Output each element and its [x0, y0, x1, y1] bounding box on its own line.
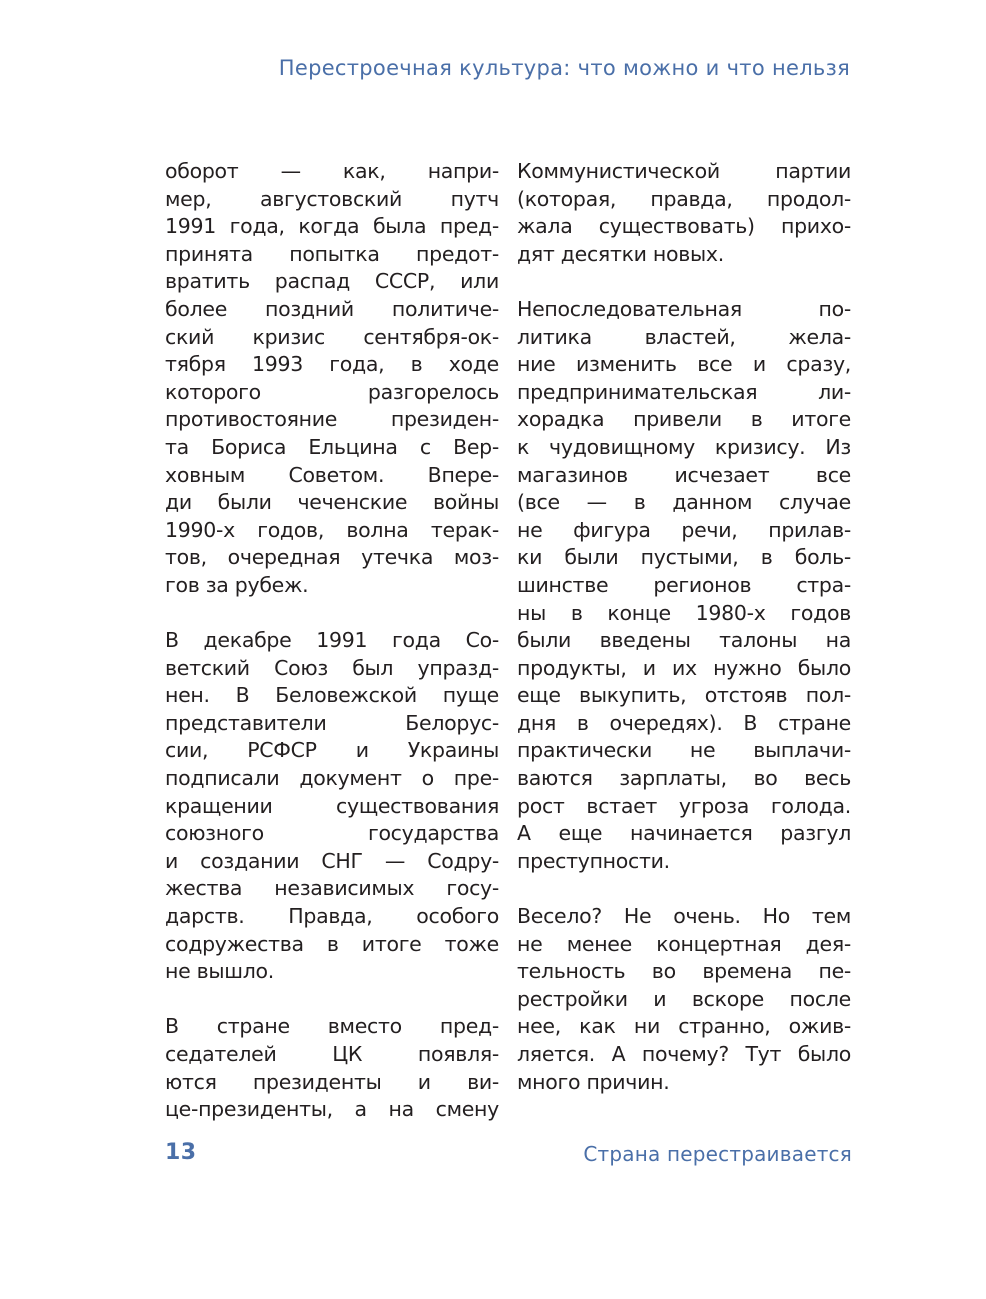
paragraph [165, 158, 499, 600]
text-line: жества независимых госу- [165, 876, 499, 901]
text-line: ваются зарплаты, во весь [517, 766, 851, 791]
text-line: вратить распад СССР, или [165, 269, 499, 294]
text-line: Коммунистической партии [517, 159, 851, 183]
text-line: 1990-х годов, волна терак- [165, 517, 499, 542]
text-line: преступности. [517, 848, 670, 873]
paragraph [517, 158, 851, 268]
text-line: (все — в данном случае [517, 490, 851, 515]
text-line: к чудовищному кризису. Из [517, 434, 851, 459]
text-line: рост встает угроза голода. [517, 793, 851, 818]
text-line: предпринимательская ли- [517, 379, 851, 404]
text-line: представители Белорус- [165, 710, 499, 735]
text-line: 1991 года, когда была пред- [165, 214, 499, 239]
text-line: Весело? Не очень. Но тем [517, 904, 851, 929]
text-line: и создании СНГ — Содру- [165, 848, 499, 873]
text-line: ние изменить все и сразу, [517, 352, 851, 377]
text-line: седателей ЦК появля- [165, 1042, 499, 1066]
text-line: дарств. Правда, особого [165, 904, 499, 929]
text-line: та Бориса Ельцина с Вер- [165, 434, 499, 459]
paragraph-gap [165, 986, 499, 1014]
text-line: содружества в итоге тоже [165, 931, 499, 956]
text-line: тов, очередная утечка моз- [165, 545, 499, 570]
page-number: 13 [165, 1140, 197, 1165]
text-line: сии, РСФСР и Украины [165, 738, 499, 763]
text-line: В декабре 1991 года Со- [165, 628, 499, 653]
text-line: ский кризис сентября-ок- [165, 324, 499, 349]
text-line: не фигура речи, прилав- [517, 517, 851, 542]
text-line: принята попытка предот- [165, 241, 499, 266]
text-line: ди были чеченские войны [165, 490, 499, 515]
section-title: Страна перестраивается [583, 1142, 852, 1166]
text-line: много причин. [517, 1069, 670, 1094]
text-line: подписали документ о пре- [165, 766, 499, 791]
text-line: практически не выплачи- [517, 738, 851, 763]
text-line: хорадка привели в итоге [517, 407, 851, 432]
text-line: ются президенты и ви- [165, 1069, 499, 1094]
text-line: ляется. А почему? Тут было [517, 1042, 851, 1066]
text-line: ветский Союз был упразд- [165, 655, 499, 680]
paragraph-gap [517, 268, 851, 296]
text-line: А еще начинается разгул [517, 821, 851, 846]
text-line: магазинов исчезает все [517, 462, 851, 487]
paragraph [165, 627, 499, 986]
text-line: дят десятки новых. [517, 241, 724, 266]
text-line: не менее концертная дея- [517, 931, 851, 956]
text-line: тября 1993 года, в ходе [165, 352, 499, 377]
text-line: союзного государства [165, 821, 499, 846]
text-line: (которая, правда, продол- [517, 186, 851, 211]
text-line: нен. В Беловежской пуще [165, 683, 499, 708]
text-line: кращении существования [165, 793, 499, 818]
text-line: гов за рубеж. [165, 572, 309, 597]
text-line: рестройки и вскоре после [517, 986, 851, 1011]
text-line: дня в очередях). В стране [517, 710, 851, 735]
text-line: были введены талоны на [517, 628, 851, 653]
text-line: В стране вместо пред- [165, 1014, 499, 1039]
text-line: продукты, и их нужно было [517, 655, 851, 680]
text-line: Непоследовательная по- [517, 296, 851, 321]
text-line: шинстве регионов стра- [517, 572, 851, 597]
paragraph [165, 1013, 499, 1123]
right-column [517, 158, 851, 1096]
text-line: це-президенты, а на смену [165, 1097, 499, 1122]
paragraph-gap [517, 875, 851, 903]
paragraph [517, 296, 851, 875]
text-line: нее, как ни странно, ожив- [517, 1014, 851, 1039]
text-line: еще выкупить, отстояв пол- [517, 683, 851, 708]
text-line: противостояние президен- [165, 407, 499, 432]
text-line: тельность во времена пе- [517, 959, 851, 984]
text-line: жала существовать) прихо- [517, 214, 851, 239]
text-line: ки были пустыми, в боль- [517, 545, 851, 570]
paragraph [517, 903, 851, 1096]
text-line: литика властей, жела- [517, 324, 851, 349]
text-line: не вышло. [165, 959, 275, 984]
text-line: ховным Советом. Впере- [165, 462, 499, 487]
text-line: которого разгорелось [165, 379, 499, 404]
text-line: оборот — как, напри- [165, 159, 499, 183]
text-line: ны в конце 1980-х годов [517, 600, 851, 625]
paragraph-gap [165, 600, 499, 628]
left-column [165, 158, 499, 1124]
text-line: мер, августовский путч [165, 186, 499, 211]
running-header: Перестроечная культура: что можно и что нельзя [278, 56, 850, 80]
text-line: более поздний политиче- [165, 296, 499, 321]
